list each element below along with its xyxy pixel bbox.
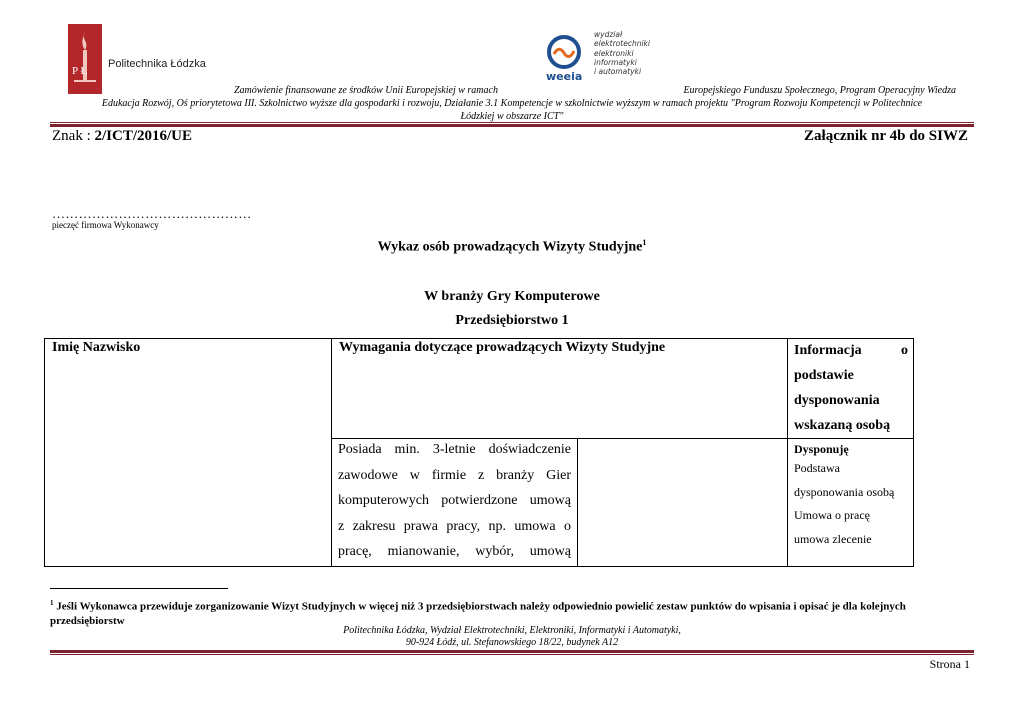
document-title — [0, 238, 1024, 256]
requirement-text — [338, 437, 571, 565]
info-option[interactable]: umowa zlecenie — [794, 531, 872, 546]
funding-line2: Edukacja Rozwój, Oś priorytetowa III. Szkolnictwo wyższe dla gospodarki i rozwoju, Działanie 3.1 Kompetencje w szkolnictwie wyższym w ramach projektu "Program Rozwoju Kompetencji w Politechnice — [101, 98, 923, 109]
reference-number — [52, 128, 192, 145]
funding-line3: Łódzkiej w obszarze ICT" — [460, 111, 564, 122]
weeia-department-name — [594, 30, 650, 76]
title-text: Wykaz osób prowadzących Wizyty Studyjne — [377, 239, 643, 255]
table-col-divider — [331, 338, 332, 567]
requirement-line: Posiada min. 3-letnie doświadczenie — [338, 442, 571, 457]
requirement-line: z zakresu prawa pracy, np. umowa o — [338, 518, 571, 534]
info-option[interactable]: Umowa o pracę — [794, 508, 870, 522]
info-option[interactable]: dysponowania osobą — [794, 484, 895, 499]
col-header-name: Imię Nazwisko — [52, 340, 141, 355]
requirement-line: pracę, mianowanie, wybór, umową — [338, 544, 571, 559]
page-number: Strona 1 — [929, 657, 970, 671]
footer-divider-thin — [50, 654, 974, 655]
funding-note — [50, 84, 974, 123]
pl-logo-letters: P Ł — [72, 65, 88, 77]
footnote — [50, 596, 970, 628]
weeia-line: elektrotechniki — [594, 39, 650, 49]
header-divider — [50, 124, 974, 127]
weeia-line: i automatyki — [594, 67, 642, 77]
funding-left: Zamówienie finansowane ze środków Unii Europejskiej w ramach — [234, 85, 498, 96]
stamp-dots: ……………………………………… — [52, 206, 252, 221]
info-option[interactable]: Podstawa — [794, 461, 840, 475]
weeia-line: informatyki — [594, 57, 637, 67]
znak-value: 2/ICT/2016/UE — [94, 128, 193, 144]
table-col-divider — [577, 438, 578, 567]
funding-right: Europejskiego Funduszu Społecznego, Program Operacyjny Wiedza — [683, 85, 956, 96]
info-header-word: podstawie — [794, 368, 854, 383]
stamp-label: pieczęć firmowa Wykonawcy — [52, 220, 159, 230]
politechnika-name: Politechnika Łódzka — [108, 58, 206, 70]
info-header-word: Informacja — [794, 343, 862, 358]
info-header-word: o — [901, 343, 908, 358]
attachment-number: Załącznik nr 4b do SIWZ — [804, 128, 968, 144]
title-footnote-mark: 1 — [642, 238, 647, 247]
requirement-fill-cell[interactable] — [583, 440, 783, 564]
weeia-line: wydział — [594, 30, 623, 39]
company-heading: Przedsiębiorstwo 1 — [455, 313, 569, 328]
col-header-info — [794, 338, 908, 438]
header-divider-thin — [50, 122, 974, 123]
weeia-line: elektroniki — [594, 48, 634, 58]
znak-label: Znak : — [52, 128, 95, 144]
footer-divider — [50, 650, 974, 653]
info-cell — [794, 441, 912, 551]
table-col-divider — [787, 338, 788, 567]
footer-address-line1: Politechnika Łódzka, Wydział Elektrotechniki, Elektroniki, Informatyki i Automatyki, — [343, 625, 681, 636]
footer-address-line2: 90-924 Łódź, ul. Stefanowskiego 18/22, budynek A12 — [405, 637, 619, 648]
weeia-acronym: weeia — [546, 70, 583, 83]
col-header-requirements: Wymagania dotyczące prowadzących Wizyty Studyjne — [339, 340, 666, 355]
requirement-line: zawodowe w firmie z branży Gier — [338, 467, 571, 483]
requirement-line: komputerowych potwierdzone umową — [338, 493, 571, 508]
info-header-word: wskazaną osobą — [794, 418, 891, 433]
footnote-divider — [50, 588, 228, 589]
name-input-cell[interactable] — [52, 440, 326, 564]
info-title: Dysponuję — [794, 442, 849, 456]
branch-heading: W branży Gry Komputerowe — [424, 289, 600, 304]
footnote-mark: 1 — [50, 599, 54, 607]
info-header-word: dysponowania — [794, 393, 880, 408]
footnote-text: Jeśli Wykonawca przewiduje zorganizowanie Wizyt Studyjnych w więcej niż 3 przedsiębiorstwach należy odpowiednio powielić zestaw punktów do wpisania i opisać je dla kolejnych przedsiębiorstw — [50, 600, 906, 627]
